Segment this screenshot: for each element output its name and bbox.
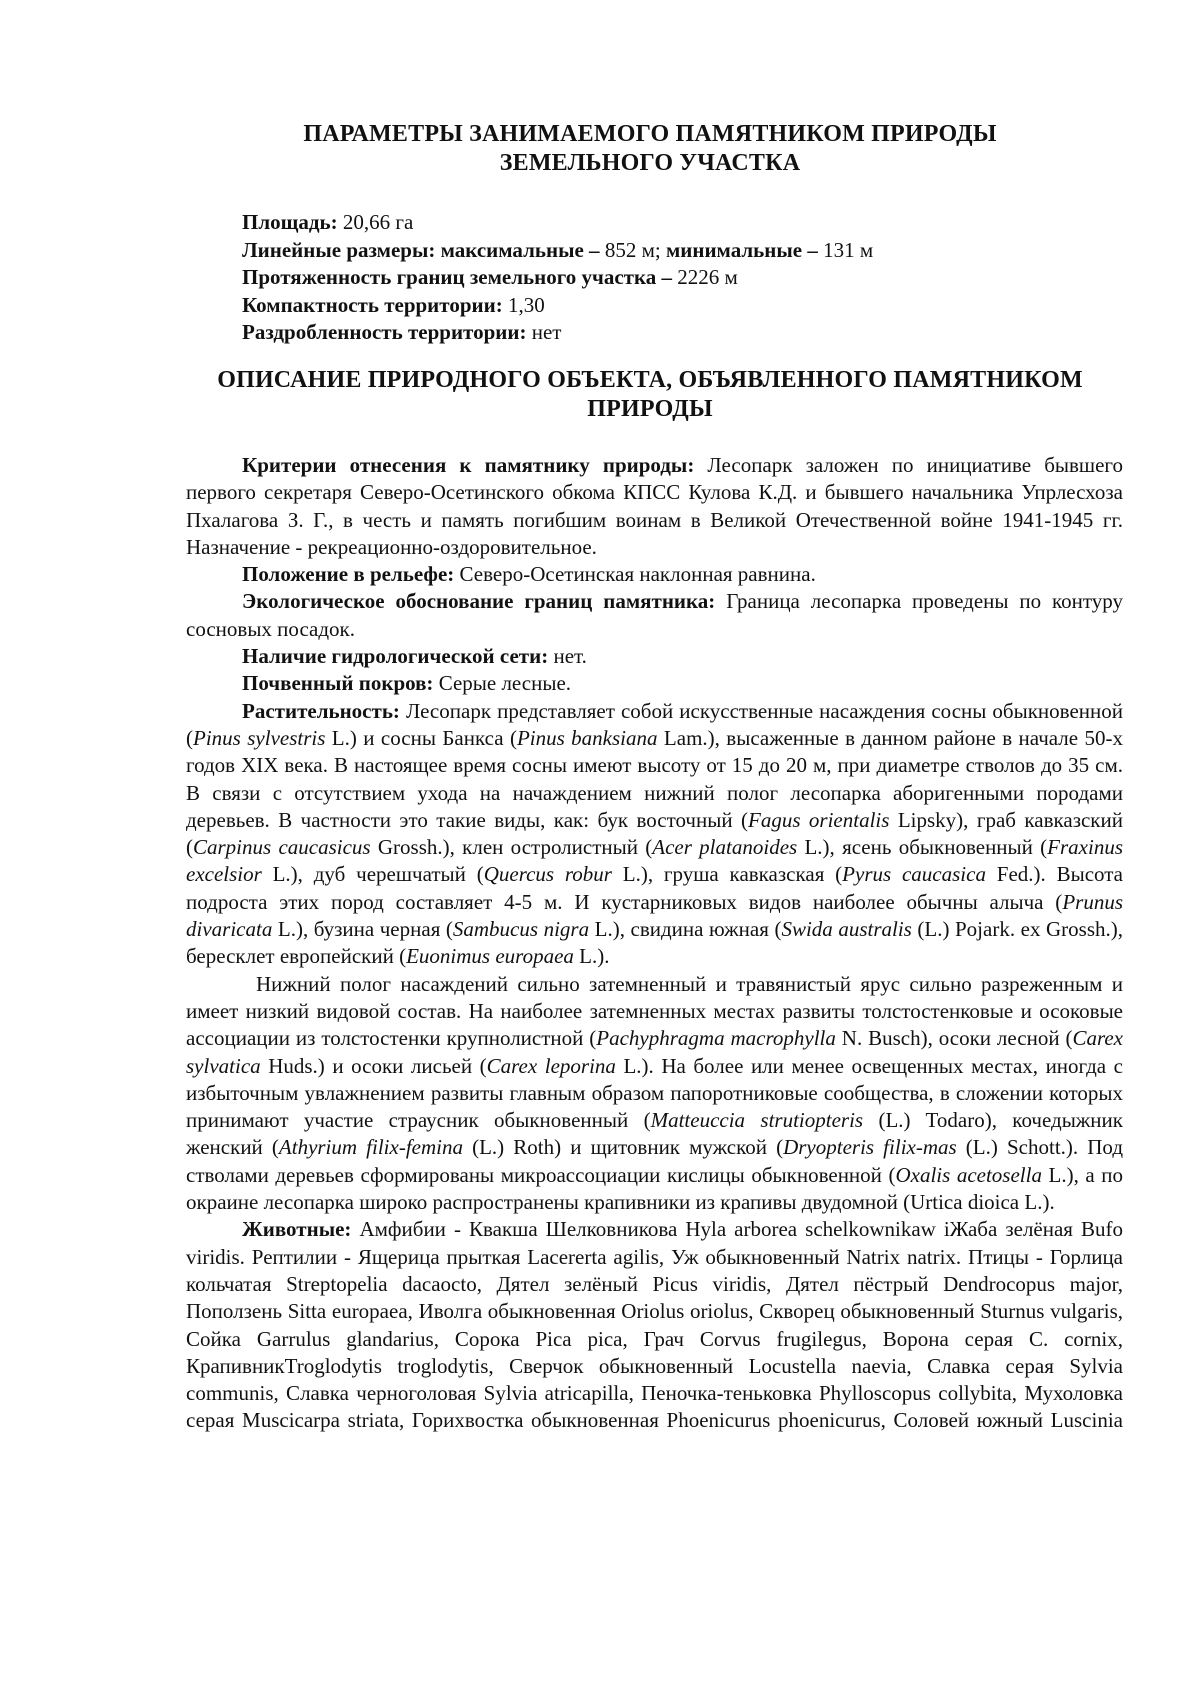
boundary-length-row [242, 264, 1122, 292]
fragmentation-label: Раздробленность территории: [242, 320, 527, 344]
area-label: Площадь: [242, 210, 338, 234]
text-run: Grossh.), клен остролистный ( [370, 835, 653, 860]
compactness-label: Компактность территории: [242, 292, 503, 317]
text-run: L.). [573, 944, 610, 969]
text-run: Нижний полог насаждений сильно затемненный и травянистый ярус сильно разреженным и имеет низкий видовой состав. На наиболее затемненных местах развиты толстостенковые и осоковые ассоциации из толстостенки крупнолистной ( [186, 971, 1123, 1051]
species-name: Dryopteris filix-mas [783, 1135, 957, 1160]
relief-label: Положение в рельефе: [242, 562, 455, 587]
text-run: L.), ясень обыкновенный ( [797, 835, 1048, 860]
soil-label: Почвенный покров: [242, 671, 434, 696]
species-name: Carpinus caucasicus [193, 835, 371, 860]
species-name: Oxalis acetosella [895, 1162, 1042, 1187]
lower-canopy-paragraph [186, 971, 1123, 1217]
species-name: Fraxinus excelsior [186, 835, 1123, 887]
title-line: ПАРАМЕТРЫ ЗАНИМАЕМОГО ПАМЯТНИКОМ ПРИРОДЫ [303, 121, 997, 147]
text-run: L.) и сосны Банкса ( [325, 725, 517, 750]
species-name: Quercus robur [483, 862, 612, 887]
area-row [242, 209, 1122, 237]
text-run: L.), а по окраине лесопарка широко распространены крапивники из крапивы двудомной (Urtica dioica L.). [186, 1162, 1123, 1215]
text-run: (L.) Pojark. ex Grossh.), бересклет европейский ( [186, 917, 1123, 969]
text-run: L.), дуб черешчатый ( [261, 862, 484, 887]
object-description-title [180, 366, 1120, 424]
vegetation-paragraph [186, 698, 1123, 971]
boundary-length-value: 2226 м [672, 265, 738, 289]
linear-dimensions-row [242, 237, 1122, 265]
species-name: Carex sylvatica [186, 1026, 1123, 1078]
hydrology-paragraph [186, 643, 1123, 670]
text-run: L.), бузина черная ( [272, 917, 453, 942]
soil-text: Серые лесные. [433, 671, 572, 696]
min-dimension-value: 131 м [817, 237, 874, 262]
text-run: Лесопарк представляет собой искусственные насаждения сосны обыкновенной ( [186, 698, 1123, 750]
hydrology-label: Наличие гидрологической сети: [242, 644, 549, 669]
compactness-value: 1,30 [502, 292, 545, 317]
text-run: Lipsky), граб кавказский ( [186, 807, 1123, 860]
hydrology-text: нет. [548, 644, 587, 669]
object-description-body [186, 452, 1123, 1435]
land-parameters-title [180, 120, 1120, 178]
species-name: Matteuccia strutiopteris [650, 1108, 864, 1133]
criteria-paragraph [186, 452, 1123, 561]
ecology-label: Экологическое обоснование границ памятника: [242, 589, 716, 614]
species-name: Acer platanoides [652, 835, 798, 860]
species-name: Sambucus nigra [452, 917, 590, 942]
ecology-paragraph [186, 588, 1123, 643]
area-value: 20,66 га [337, 210, 414, 234]
soil-paragraph [186, 670, 1123, 697]
animals-label: Животные: [242, 1217, 352, 1242]
boundary-length-label: Протяженность границ земельного участка – [242, 265, 673, 289]
text-run: L.), груша кавказская ( [611, 862, 843, 887]
text-run: (L.) Todaro), кочедыжник женский ( [186, 1108, 1123, 1160]
title-line: ЗЕМЕЛЬНОГО УЧАСТКА [499, 150, 801, 176]
species-name: Carex leporina [486, 1053, 616, 1078]
species-name: Swida australis [781, 917, 912, 942]
text-run: (L.) Roth) и щитовник мужской ( [463, 1135, 784, 1160]
species-name: Pinus banksiana [516, 725, 658, 750]
text-run: L.), свидина южная ( [589, 917, 782, 942]
species-name: Euonimus europaea [406, 944, 574, 969]
species-name: Prunus divaricata [186, 889, 1123, 942]
text-run: N. Busch), осоки лесной ( [835, 1026, 1073, 1051]
compactness-row [242, 292, 1122, 320]
text-run: Huds.) и осоки лисьей ( [260, 1053, 487, 1078]
linear-dimensions-label: Линейные размеры: максимальные – [242, 237, 600, 262]
species-name: Pinus sylvestris [193, 725, 326, 750]
land-parameters-list [242, 209, 1122, 347]
fragmentation-row [242, 319, 1122, 347]
vegetation-label: Растительность: [242, 698, 400, 723]
text-run: Lam.), высаженные в данном районе в начале 50-х годов XIX века. В настоящее время сосны имеют высоту от 15 до 20 м, при диаметре стволов до 35 см. В связи с отсутствием ухода на начаждением нижний полог лесопарка аборигенными породами деревьев. В частности это такие виды, как: бук восточный ( [186, 725, 1123, 832]
text-run: L.). На более или менее освещенных местах, иногда с избыточным увлажнением развиты главным образом папоротниковые сообщества, в сложении которых принимают участие страусник обыкновенный ( [186, 1053, 1123, 1133]
min-dimension-label: минимальные – [665, 237, 818, 262]
text-run: Fed.). Высота подроста этих пород составляет 4-5 м. И кустарниковых видов наиболее обычны алыча ( [186, 862, 1123, 914]
species-name: Pyrus caucasica [842, 862, 986, 887]
species-name: Pachyphragma macrophylla [596, 1026, 836, 1051]
text-run: (L.) Schott.). Под стволами деревьев сформированы микроассоциации кислицы обыкновенной ( [186, 1135, 1124, 1187]
animals-paragraph [186, 1216, 1123, 1434]
species-name: Athyrium filix-femina [278, 1135, 463, 1160]
species-name: Fagus orientalis [748, 807, 890, 832]
max-dimension-value: 852 м; [599, 237, 666, 262]
ecology-text: Граница лесопарка проведены по контуру сосновых посадок. [186, 589, 1123, 641]
criteria-text: Лесопарк заложен по инициативе бывшего первого секретаря Северо-Осетинского обкома КПСС Кулова К.Д. и бывшего начальника Упрлесхоза Пхалагова З. Г., в честь и память погибшим воинам в Великой Отечественной войне 1941-1945 гг. Назначение - рекреационно-оздоровительное. [186, 453, 1123, 559]
title-line: ОПИСАНИЕ ПРИРОДНОГО ОБЪЕКТА, ОБЪЯВЛЕННОГО ПАМЯТНИКОМ [217, 367, 1083, 393]
relief-paragraph [186, 561, 1123, 588]
fragmentation-value: нет [526, 320, 562, 344]
criteria-label: Критерии отнесения к памятнику природы: [242, 453, 695, 477]
animals-text: Амфибии - Квакша Шелковникова Hyla arborea schelkownikaw іЖаба зелёная Bufo viridis. Рептилии - Ящерица прыткая Lacererta agilis, Уж обыкновенный Natrix natrix. Птицы - Горлица кольчатая Streptopelia dacaocto, Дятел зелёный Picus viridis, Дятел пёстрый Dendrocopus major, Поползень Sitta europaea, Иволга обыкновенная Oriolus oriolus, Скворец обыкновенный Sturnus vulgaris, Сойка Garrulus glandarius, Сорока Pica pica, Грач Corvus frugilegus, Ворона серая C. cornix, КрапивникTroglodytis troglodytis, Сверчок обыкновенный Locustella naevia, Славка серая Sylvia communis, Славка черноголовая Sylvia atricapilla, Пеночка-теньковка Phylloscopus collybita, Мухоловка серая Muscicarpa striata, Горихвостка обыкновенная Phoenicurus phoenicurus, Соловей южный Luscinia [186, 1217, 1123, 1433]
relief-text: Северо-Осетинская наклонная равнина. [454, 562, 816, 587]
title-line: ПРИРОДЫ [587, 396, 713, 422]
